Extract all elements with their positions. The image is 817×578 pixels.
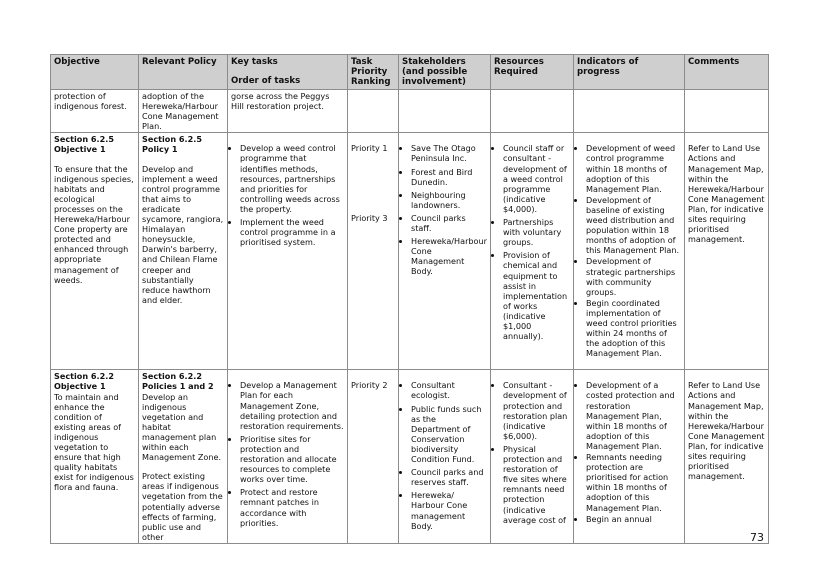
policy-cell: [139, 133, 228, 370]
table-row: [51, 370, 769, 544]
stakeholders-cell: [399, 370, 491, 544]
objective-text: To ensure that the indigenous species, habitats and ecological processes on the Hereweka/Harbour Cone property are protected and enhanced through appropriate management of weeds.: [54, 163, 134, 285]
comments-header: Comments: [685, 55, 769, 90]
list-item: • Consultant ecologist.: [411, 380, 487, 400]
objective-header: Objective: [51, 55, 139, 90]
tasks-cell: gorse across the Peggys Hill restoration project.: [228, 90, 348, 133]
key-tasks-label: Key tasks: [231, 57, 278, 67]
stakeholders-cell: [399, 90, 491, 133]
list-item: • Consultant - development of protection and restoration plan (indicative $6,000).: [503, 380, 570, 441]
list-item: • Council staff or consultant - development of a weed control programme (indicative $4,000).: [503, 143, 570, 214]
list-item: • Public funds such as the Department of Conservation biodiversity Condition Fund.: [411, 404, 487, 465]
indicators-cell: [574, 133, 685, 370]
list-item: • Remnants needing protection are prioritised for action within 18 months of adoption of this Management Plan.: [586, 452, 681, 513]
policy-text: Protect existing areas if indigenous vegetation from the potentially adverse effects of farming, public use and other: [142, 471, 223, 542]
policy-text: Develop an indigenous vegetation and habitat management plan within each Management Zone.: [142, 391, 222, 463]
policy-header: Relevant Policy: [139, 55, 228, 90]
indicators-header: Indicators of progress: [574, 55, 685, 90]
tasks-cell: [228, 133, 348, 370]
priority-label: Priority 3: [351, 213, 388, 224]
comments-text: Refer to Land Use Actions and Management Map, within the Hereweka/Harbour Cone Management Plan, for indicative sites requiring prioritised management.: [688, 143, 765, 245]
policy-cell: [139, 370, 228, 544]
objective-cell: [51, 370, 139, 544]
list-item: • Physical protection and restoration of five sites where remnants need protection (indicative average cost of: [503, 444, 570, 525]
list-item: • Protect and restore remnant patches in accordance with priorities.: [240, 487, 344, 527]
policy-cell: adoption of the Hereweka/Harbour Cone Management Plan.: [139, 90, 228, 133]
list-item: • Council parks and reserves staff.: [411, 467, 487, 487]
objective-heading: Section 6.2.2 Objective 1: [54, 371, 114, 392]
indicators-cell: [574, 90, 685, 133]
list-item: • Neighbouring landowners.: [411, 190, 487, 210]
list-item: • Development of a costed protection and restoration Management Plan, within 18 months of adoption of this Management Plan.: [586, 380, 681, 451]
stakeholders-header: Stakeholders (and possible involvement): [399, 55, 491, 90]
tasks-cell: [228, 370, 348, 544]
priority-cell: [348, 370, 399, 544]
resources-cell: [491, 370, 574, 544]
list-item: • Provision of chemical and equipment to assist in implementation of works (indicative $1,000 annually).: [503, 250, 570, 341]
list-item: • Develop a weed control programme that identifies methods, resources, partnerships and priorities for controlling weeds across the property.: [240, 143, 344, 214]
priority-label: Priority 2: [351, 380, 388, 391]
comments-cell: [685, 370, 769, 544]
header-row: [51, 55, 769, 90]
list-item: • Council parks staff.: [411, 213, 487, 233]
table-row: [51, 90, 769, 133]
priority-cell: [348, 133, 399, 370]
priority-header: Task Priority Ranking: [348, 55, 399, 90]
list-item: • Hereweka/Harbour Cone Management Body.: [411, 236, 487, 276]
management-actions-table: [50, 54, 769, 544]
comments-cell: [685, 90, 769, 133]
list-item: • Partnerships with voluntary groups.: [503, 217, 570, 247]
list-item: • Develop a Management Plan for each Management Zone, detailing protection and restoration requirements.: [240, 380, 344, 430]
priority-cell: [348, 90, 399, 133]
order-of-tasks-label: Order of tasks: [231, 76, 301, 86]
list-item: • Development of baseline of existing weed distribution and population within 18 months of adoption of this Management Plan.: [586, 195, 681, 256]
objective-cell: [51, 133, 139, 370]
comments-text: Refer to Land Use Actions and Management Map, within the Hereweka/Harbour Cone Management Plan, for indicative sites requiring prioritised management.: [688, 380, 765, 482]
list-item: • Hereweka/ Harbour Cone management Body.: [411, 490, 487, 530]
list-item: • Save The Otago Peninsula Inc.: [411, 143, 487, 163]
list-item: • Development of strategic partnerships with community groups.: [586, 256, 681, 296]
list-item: • Begin coordinated implementation of weed control priorities within 24 months of the adoption of this Management Plan.: [586, 298, 681, 359]
resources-cell: [491, 133, 574, 370]
resources-cell: [491, 90, 574, 133]
list-item: • Forest and Bird Dunedin.: [411, 167, 487, 187]
policy-heading: Section 6.2.2 Policies 1 and 2: [142, 371, 214, 392]
policy-heading: Section 6.2.5 Policy 1: [142, 134, 202, 155]
comments-cell: [685, 133, 769, 370]
objective-cell: protection of indigenous forest.: [51, 90, 139, 133]
indicators-cell: [574, 370, 685, 544]
table-row: [51, 133, 769, 370]
objective-text: To maintain and enhance the condition of existing areas of indigenous vegetation to ensure that high quality habitats exist for indigenous flora and fauna.: [54, 391, 134, 493]
objective-heading: Section 6.2.5 Objective 1: [54, 134, 114, 155]
stakeholders-cell: [399, 133, 491, 370]
list-item: • Implement the weed control programme in a prioritised system.: [240, 217, 344, 247]
resources-header: Resources Required: [491, 55, 574, 90]
list-item: • Prioritise sites for protection and restoration and allocate resources to complete works over time.: [240, 434, 344, 484]
priority-label: Priority 1: [351, 143, 388, 154]
tasks-header: [228, 55, 348, 90]
list-item: • Development of weed control programme within 18 months of adoption of this Management Plan.: [586, 143, 681, 193]
page-number: 73: [750, 531, 764, 544]
policy-text: Develop and implement a weed control programme that aims to eradicate sycamore, rangiora, Himalayan honeysuckle, Darwin's barberry, and Chilean Flame creeper and substantially reduce hawthorn and elder.: [142, 163, 224, 305]
list-item: • Begin an annual: [586, 514, 681, 524]
